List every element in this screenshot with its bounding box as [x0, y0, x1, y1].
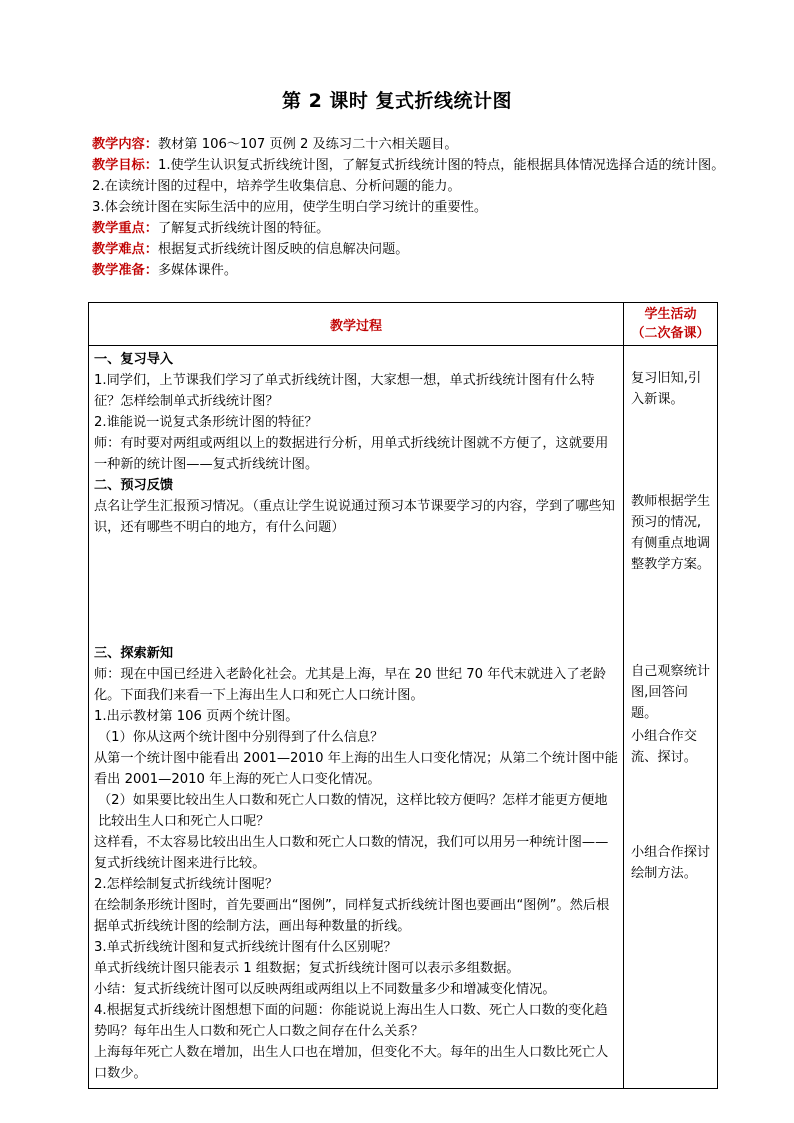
activity-discuss: 小组合作交流、探讨。 — [631, 729, 697, 765]
preview-line-1: 点名让学生汇报预习情况。（重点让学生说说通过预习本节课要学习的内容，学到了哪些知识，还有哪些不明白的地方，有什么问题） — [94, 499, 615, 535]
explore-line-11: 小结：复式折线统计图可以反映两组或两组以上不同数量多少和增减变化情况。 — [94, 982, 556, 997]
header-student-activity — [624, 303, 718, 346]
key-text: 了解复式折线统计图的特征。 — [157, 221, 330, 236]
content-label: 教学内容： — [92, 137, 158, 152]
section-review-title: 一、复习导入 — [94, 352, 174, 367]
header-side-line-1: 学生活动 — [644, 307, 697, 322]
explore-line-8: 在绘制条形统计图时，首先要画出“图例”，同样复式折线统计图也要画出“图例”。然后根据单式折线统计图的绘制方法，画出每种数量的折线。 — [94, 898, 610, 934]
difficulty-text: 根据复式折线统计图反映的信息解决问题。 — [157, 242, 409, 257]
goal-label: 教学目标： — [92, 158, 158, 173]
page-title: 第 2 课时 复式折线统计图 — [281, 90, 513, 112]
key-line — [92, 218, 732, 239]
section-preview-title: 二、预习反馈 — [94, 478, 174, 493]
activity-draw-method: 小组合作探讨绘制方法。 — [631, 845, 711, 881]
table-body-row — [89, 346, 718, 1089]
review-line-1: 1.同学们，上节课我们学习了单式折线统计图，大家想一想，单式折线统计图有什么特征？怎样绘制单式折线统计图？ — [94, 373, 595, 409]
explore-line-1: 师：现在中国已经进入老龄化社会。尤其是上海，早在 20 世纪 70 年代末就进入了老龄化。下面我们来看一下上海出生人口和死亡人口统计图。 — [94, 667, 606, 703]
content-line — [92, 134, 732, 155]
explore-line-4: 从第一个统计图中能看出 2001—2010 年上海的出生人口变化情况；从第二个统计图中能看出 2001—2010 年上海的死亡人口变化情况。 — [94, 751, 618, 787]
goal-3-text: 3.体会统计图在实际生活中的应用，使学生明白学习统计的重要性。 — [92, 200, 488, 215]
activity-preview: 教师根据学生预习的情况,有侧重点地调整教学方案。 — [631, 494, 711, 572]
explore-line-5: （2）如果要比较出生人口数和死亡人口数的情况，这样比较方便吗？怎样才能更方便地比较出生人口和死亡人口呢？ — [98, 793, 608, 829]
activity-observe: 自己观察统计图,回答问题。 — [631, 664, 711, 721]
explore-line-12: 4.根据复式折线统计图想想下面的问题：你能说说上海出生人口数、死亡人口数的变化趋势吗？每年出生人口数和死亡人口数之间存在什么关系？ — [94, 1003, 608, 1039]
explore-line-6: 这样看，不太容易比较出出生人口数和死亡人口数的情况，我们可以用另一种统计图——复式折线统计图来进行比较。 — [94, 835, 609, 871]
content-text: 教材第 106～107 页例 2 及练习二十六相关题目。 — [157, 137, 458, 152]
explore-line-13: 上海每年死亡人数在增加，出生人口也在增加，但变化不大。每年的出生人口数比死亡人口数少。 — [94, 1045, 609, 1081]
teaching-process-cell — [89, 346, 624, 1089]
activity-review: 复习旧知,引入新课。 — [631, 371, 702, 407]
explore-line-9: 3.单式折线统计图和复式折线统计图有什么区别呢？ — [94, 940, 397, 955]
goal-1-text: 1.使学生认识复式折线统计图，了解复式折线统计图的特点，能根据具体情况选择合适的统计图。 — [157, 158, 725, 173]
explore-line-7: 2.怎样绘制复式折线统计图呢？ — [94, 877, 279, 892]
prep-label: 教学准备： — [92, 263, 158, 278]
section-explore-title: 三、探索新知 — [94, 646, 174, 661]
goal-line — [92, 155, 732, 176]
prep-text: 多媒体课件。 — [157, 263, 238, 278]
lesson-header — [92, 134, 732, 281]
review-line-3: 师：有时要对两组或两组以上的数据进行分析，用单式折线统计图就不方便了，这就要用一种新的统计图——复式折线统计图。 — [94, 436, 609, 472]
key-label: 教学重点： — [92, 221, 158, 236]
header-side-line-2: （二次备课） — [631, 326, 710, 341]
table-header-row — [89, 303, 718, 346]
explore-line-2: 1.出示教材第 106 页两个统计图。 — [94, 709, 299, 724]
review-line-2: 2.谁能说一说复式条形统计图的特征？ — [94, 415, 318, 430]
lesson-plan-table — [88, 302, 718, 1089]
goal-2-text: 2.在读统计图的过程中，培养学生收集信息、分析问题的能力。 — [92, 179, 461, 194]
explore-line-3: （1）你从这两个统计图中分别得到了什么信息？ — [98, 730, 384, 745]
prep-line — [92, 260, 732, 281]
student-activity-cell — [624, 346, 718, 1089]
difficulty-line — [92, 239, 732, 260]
header-teaching-process: 教学过程 — [89, 303, 624, 346]
blank-space — [94, 538, 618, 643]
explore-line-10: 单式折线统计图只能表示 1 组数据；复式折线统计图可以表示多组数据。 — [94, 961, 520, 976]
difficulty-label: 教学难点： — [92, 242, 158, 257]
